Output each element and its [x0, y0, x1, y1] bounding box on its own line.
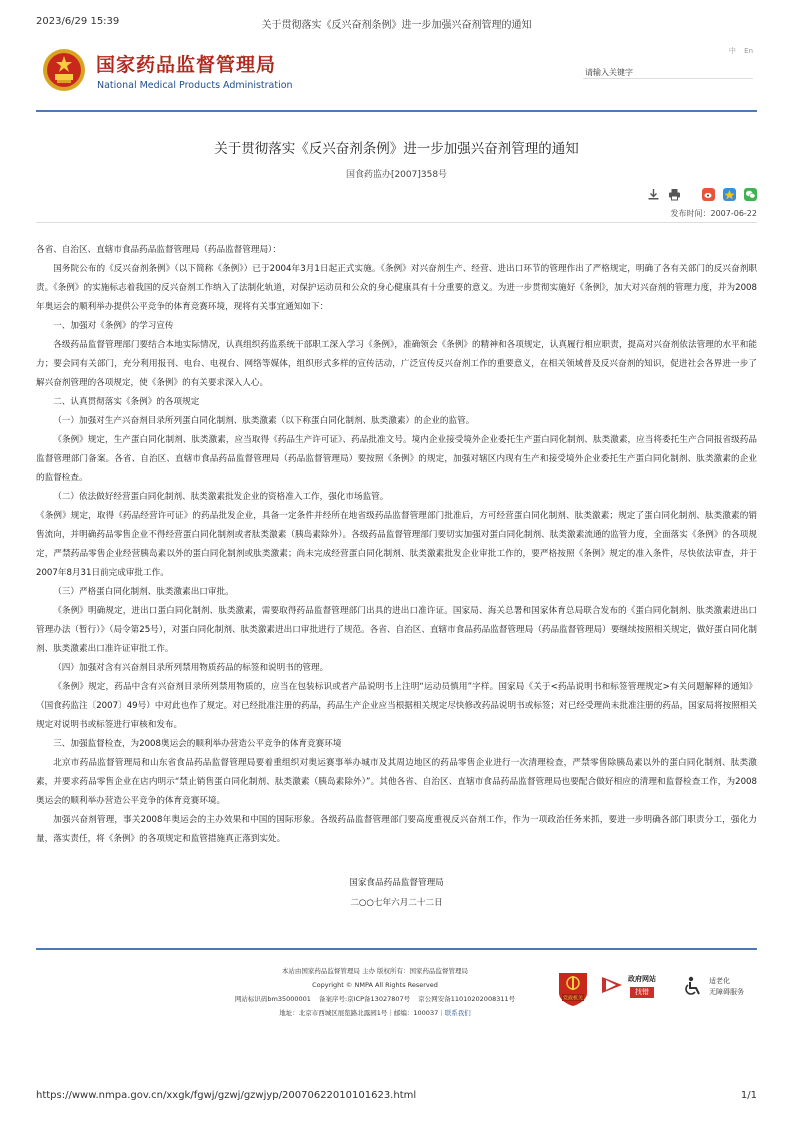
article-paragraph: （一）加强对生产兴奋剂目录所列蛋白同化制剂、肽类激素（以下称蛋白同化制剂、肽类激素）的企业的监管。 [53, 416, 475, 426]
qzone-icon[interactable] [723, 188, 736, 201]
document-number: 国食药监办[2007]358号 [345, 170, 448, 180]
party-govt-badge[interactable] [557, 970, 589, 1006]
footer-divider [36, 948, 757, 950]
site-footer-info [200, 964, 550, 1020]
title-divider [36, 222, 757, 223]
article-paragraph: 各省、自治区、直辖市食品药品监督管理局（药品监督管理局）： [36, 245, 281, 255]
article-toolbar [644, 184, 757, 200]
language-switch [723, 46, 753, 56]
article-paragraph: 国务院公布的《反兴奋剂条例》（以下简称《条例》）已于2004年3月1日起正式实施。《条例》对兴奋剂生产、经营、进出口环节的管理作出了严格规定，明确了各有关部门的反兴奋剂职责。《条例》的实施标志着我国的反兴奋剂工作纳入了法制化轨道，对保护运动员和公众的身心健康具有十分重要的意义。为进一步贯彻实施好《条例》，加大对兴奋剂的管理力度，并为2008年奥运会的顺利举办提供公平竞争的体育竞赛环境，现将有关事宜通知如下： [36, 264, 757, 312]
gov-site-title: 政府网站 [628, 975, 656, 983]
article-paragraph: 三、加强监督检查，为2008奥运会的顺利举办营造公平竞争的体育竞赛环境 [53, 739, 342, 749]
print-url: https://www.nmpa.gov.cn/xxgk/fgwj/gzwj/gzwjyp/20070622010101623.html [36, 1090, 417, 1101]
icp-record-link[interactable]: 备案序号:京ICP备13027807号 [318, 995, 411, 1003]
gov-site-action: 找错 [630, 987, 654, 998]
article-paragraph: 北京市药品监督管理局和山东省食品药品监督管理局要着重组织对奥运赛事举办城市及其周边地区的药品零售企业进行一次清理检查，严禁零售除胰岛素以外的蛋白同化制剂、肽类激素，并要求药品零售企业在店内明示“禁止销售蛋白同化制剂、肽类激素（胰岛素除外）”。其他各省、自治区、直辖市食品药品监督管理局也要配合做好相应的清理和监督检查工作，为2008奥运会的顺利举办营造公平竞争的体育竞赛环境。 [36, 758, 757, 806]
weibo-icon[interactable] [702, 188, 715, 201]
party-govt-badge-label: 党政机关 [562, 995, 584, 1002]
lang-zh-link[interactable]: 中 [728, 47, 736, 55]
sign-date: 二○○七年六月二十二日 [350, 898, 443, 908]
article-paragraph: （四）加强对含有兴奋剂目录所列禁用物质药品的标签和说明书的管理。 [53, 663, 329, 673]
gov-site-logo-icon [600, 973, 624, 997]
signatory: 国家食品药品监督管理局 [349, 878, 444, 888]
article-title: 关于贯彻落实《反兴奋剂条例》进一步加强兴奋剂管理的通知 [214, 141, 579, 157]
print-timestamp: 2023/6/29 15:39 [36, 16, 120, 27]
article-paragraph: 一、加强对《条例》的学习宣传 [53, 321, 174, 331]
footer-address-line [200, 1006, 550, 1020]
search-box [583, 60, 753, 79]
print-icon[interactable] [668, 188, 681, 201]
site-name-cn[interactable]: 国家药品监督管理局 [96, 54, 277, 76]
print-page-number: 1/1 [740, 1090, 757, 1101]
footer-records [200, 992, 550, 1006]
article-paragraph: 加强兴奋剂管理，事关2008年奥运会的主办效果和中国的国际形象。各级药品监督管理部门要高度重视反兴奋剂工作，作为一项政治任务来抓，要进一步明确各部门职责分工，强化力量，落实责任，将《条例》的各项规定和监管措施真正落到实处。 [36, 815, 757, 844]
accessibility-icon [682, 975, 704, 997]
article-body [36, 241, 757, 849]
header-divider [36, 110, 757, 112]
site-name-en: National Medical Products Administration [97, 80, 293, 91]
article-paragraph: 《条例》规定，取得《药品经营许可证》的药品批发企业，具备一定条件并经所在地省级药品监督管理部门批准后，方可经营蛋白同化制剂、肽类激素；规定了蛋白同化制剂、肽类激素的销售流向，并明确药品零售企业不得经营蛋白同化制剂或者肽类激素（胰岛素除外）。各级药品监督管理部门要切实加强对蛋白同化制剂、肽类激素流通的监管力度，全面落实《条例》的各项规定，严禁药品零售企业经营胰岛素以外的蛋白同化制剂或肽类激素；尚未完成经营蛋白同化制剂、肽类激素批发企业审批工作的，要严格按照《条例》规定的准入条件，尽快依法审查，并于2007年8月31日前完成审批工作。 [36, 511, 757, 578]
lang-en-link[interactable]: En [744, 47, 753, 55]
search-input[interactable] [583, 65, 737, 80]
site-code: 网站标识码bm35000001 [234, 995, 311, 1003]
article-paragraph: 《条例》规定，生产蛋白同化制剂、肽类激素，应当取得《药品生产许可证》、药品批准文号。境内企业接受境外企业委托生产蛋白同化制剂、肽类激素，应当将委托生产合同报省级药品监督管理部门备案。各省、自治区、直辖市食品药品监督管理局（药品监督管理局）要按照《条例》的规定，加强对辖区内现有生产和接受境外企业委托生产蛋白同化制剂、肽类激素的企业的监督检查。 [36, 435, 757, 483]
national-emblem-icon[interactable] [42, 48, 86, 92]
print-footer [36, 1090, 757, 1104]
print-page-title: 关于贯彻落实《反兴奋剂条例》进一步加强兴奋剂管理的通知 [261, 20, 532, 31]
article-paragraph: 二、认真贯彻落实《条例》的各项规定 [53, 397, 200, 407]
footer-address: 地址：北京市西城区展览路北露园1号｜邮编：100037｜ [279, 1009, 445, 1017]
article-paragraph: （二）依法做好经营蛋白同化制剂、肽类激素批发企业的资格准入工作，强化市场监管。 [53, 492, 389, 502]
print-header [36, 16, 757, 30]
article-paragraph: 各级药品监督管理部门要结合本地实际情况，认真组织药监系统干部职工深入学习《条例》，准确领会《条例》的精神和各项规定，认真履行相应职责，提高对兴奋剂依法管理的水平和能力；要会同有关部门，充分利用报刊、电台、电视台、网络等媒体，组织形式多样的宣传活动，广泛宣传反兴奋剂工作的重要意义，在相关领域普及反兴奋剂的知识，促进社会各界进一步了解兴奋剂管理的各项规定，使《条例》的有关要求深入人心。 [36, 340, 757, 388]
article-paragraph: （三）严格蛋白同化制剂、肽类激素出口审批。 [53, 587, 234, 597]
footer-sponsor: 本站由国家药品监督管理局 主办 版权所有：国家药品监督管理局 [281, 967, 469, 975]
contact-us-link[interactable]: 联系我们 [444, 1009, 471, 1017]
article-paragraph: 《条例》明确规定，进出口蛋白同化制剂、肽类激素，需要取得药品监督管理部门出具的进出口准许证。国家局、海关总署和国家体育总局联合发布的《蛋白同化制剂、肽类激素进出口管理办法（暂行）》（局令第25号），对蛋白同化制剂、肽类激素进出口审批进行了规范。各省、自治区、直辖市食品药品监督管理局（药品监督管理局）要继续按照相关规定，做好蛋白同化制剂、肽类激素出口准许证审批工作。 [36, 606, 757, 654]
signature-block [36, 873, 757, 913]
footer-copyright: Copyright © NMPA All Rights Reserved [312, 981, 438, 989]
gov-site-error-badge[interactable] [600, 972, 670, 1002]
publish-date: 发布时间：2007-06-22 [670, 209, 757, 218]
wechat-icon[interactable] [744, 188, 757, 201]
download-icon[interactable] [647, 188, 660, 201]
accessibility-badge[interactable] [682, 974, 762, 1002]
article-paragraph: 《条例》规定，药品中含有兴奋剂目录所列禁用物质的，应当在包装标识或者产品说明书上注明“运动员慎用”字样。国家局《关于<药品说明书和标签管理规定>有关问题解释的通知》（国食药监注〔2007〕49号）中对此也作了规定。对已经批准注册的药品，药品生产企业应当根据相关规定尽快修改药品说明书或标签；对已经受理尚未批准注册的药品，国家局将按照相关规定对说明书或标签进行审核和发布。 [36, 682, 757, 730]
accessibility-label-2: 无障碍服务 [709, 988, 744, 996]
police-record-link[interactable]: 京公网安备11010202008311号 [418, 995, 516, 1003]
accessibility-label-1: 适老化 [709, 977, 730, 985]
masthead [36, 44, 757, 104]
